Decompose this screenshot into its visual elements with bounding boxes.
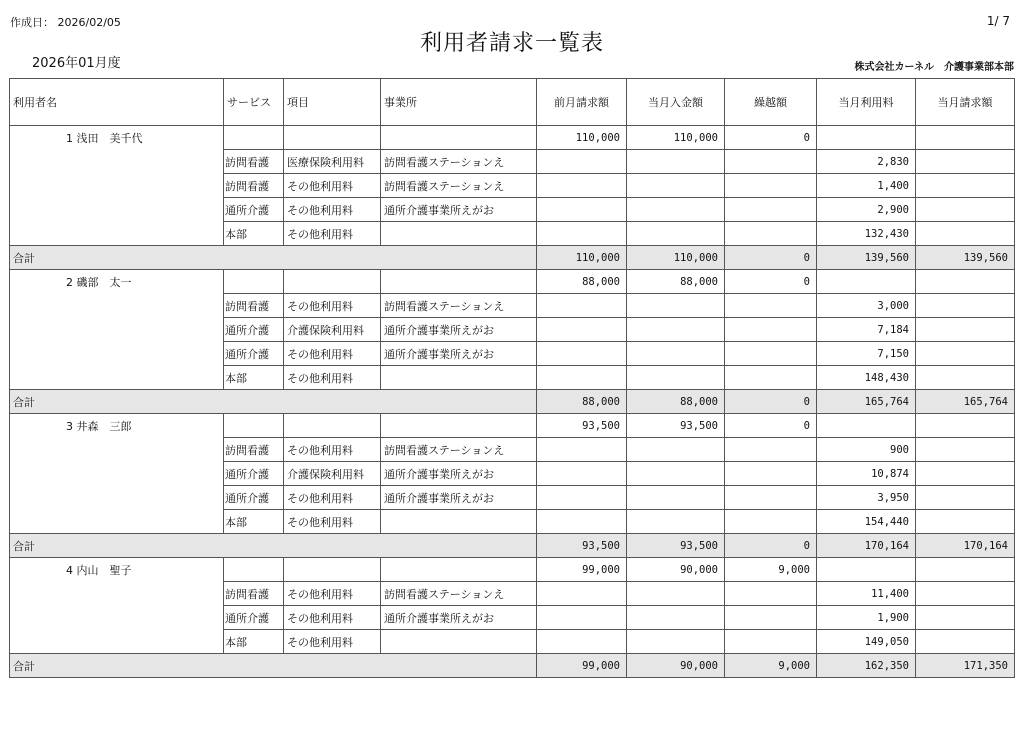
table-row bbox=[10, 438, 1015, 462]
current-bill-cell bbox=[916, 582, 1015, 606]
prev-bill-cell bbox=[537, 174, 627, 198]
usage-fee-cell bbox=[817, 558, 916, 582]
office-cell: 通所介護事業所えがお bbox=[381, 342, 537, 366]
service-cell: 本部 bbox=[224, 222, 284, 246]
subtotal-row bbox=[10, 390, 1015, 414]
item-cell: その他利用料 bbox=[284, 582, 381, 606]
paid-cell bbox=[627, 342, 725, 366]
carryover-cell bbox=[725, 630, 817, 654]
current-bill-cell bbox=[916, 606, 1015, 630]
carryover-cell bbox=[725, 606, 817, 630]
user-name-blank bbox=[10, 318, 224, 342]
paid-total: 110,000 bbox=[627, 246, 725, 270]
paid-cell bbox=[627, 486, 725, 510]
service-cell: 訪問看護 bbox=[224, 174, 284, 198]
current-bill-cell bbox=[916, 342, 1015, 366]
col-carryover: 繰越額 bbox=[725, 79, 817, 126]
office-cell bbox=[381, 270, 537, 294]
usage-fee-cell: 900 bbox=[817, 438, 916, 462]
user-name: 2 磯部 太一 bbox=[10, 270, 224, 294]
office-cell bbox=[381, 414, 537, 438]
current-bill-cell bbox=[916, 366, 1015, 390]
table-row bbox=[10, 318, 1015, 342]
paid-cell bbox=[627, 318, 725, 342]
carryover-cell: 0 bbox=[725, 270, 817, 294]
col-office: 事業所 bbox=[381, 79, 537, 126]
current-bill-cell bbox=[916, 126, 1015, 150]
table-row bbox=[10, 510, 1015, 534]
prev-bill-cell: 99,000 bbox=[537, 558, 627, 582]
prev-bill-cell bbox=[537, 486, 627, 510]
billing-month: 2026年01月度 bbox=[32, 56, 121, 71]
item-cell: その他利用料 bbox=[284, 198, 381, 222]
office-cell bbox=[381, 222, 537, 246]
current-bill-total: 139,560 bbox=[916, 246, 1015, 270]
service-cell: 通所介護 bbox=[224, 318, 284, 342]
prev-bill-cell bbox=[537, 342, 627, 366]
table-row bbox=[10, 630, 1015, 654]
table-row bbox=[10, 366, 1015, 390]
current-bill-cell bbox=[916, 222, 1015, 246]
carryover-cell bbox=[725, 342, 817, 366]
current-bill-cell bbox=[916, 438, 1015, 462]
prev-bill-cell: 93,500 bbox=[537, 414, 627, 438]
paid-total: 88,000 bbox=[627, 390, 725, 414]
carryover-cell bbox=[725, 198, 817, 222]
current-bill-cell bbox=[916, 294, 1015, 318]
prev-bill-cell bbox=[537, 606, 627, 630]
paid-cell bbox=[627, 198, 725, 222]
subtotal-label: 合計 bbox=[10, 654, 537, 678]
current-bill-cell bbox=[916, 150, 1015, 174]
item-cell bbox=[284, 126, 381, 150]
col-current-bill: 当月請求額 bbox=[916, 79, 1015, 126]
carryover-cell bbox=[725, 438, 817, 462]
usage-fee-total: 139,560 bbox=[817, 246, 916, 270]
table-row bbox=[10, 462, 1015, 486]
paid-total: 93,500 bbox=[627, 534, 725, 558]
report-title: 利用者請求一覧表 bbox=[419, 31, 604, 56]
prev-bill-total: 93,500 bbox=[537, 534, 627, 558]
office-cell: 通所介護事業所えがお bbox=[381, 318, 537, 342]
office-cell: 通所介護事業所えがお bbox=[381, 486, 537, 510]
usage-fee-total: 170,164 bbox=[817, 534, 916, 558]
usage-fee-cell: 1,900 bbox=[817, 606, 916, 630]
user-name: 4 内山 聖子 bbox=[10, 558, 224, 582]
user-name-blank bbox=[10, 342, 224, 366]
prev-bill-cell bbox=[537, 318, 627, 342]
usage-fee-cell: 2,830 bbox=[817, 150, 916, 174]
usage-fee-cell bbox=[817, 270, 916, 294]
usage-fee-cell: 149,050 bbox=[817, 630, 916, 654]
service-cell: 通所介護 bbox=[224, 606, 284, 630]
table-row bbox=[10, 582, 1015, 606]
user-header-row bbox=[10, 414, 1015, 438]
current-bill-total: 171,350 bbox=[916, 654, 1015, 678]
prev-bill-total: 110,000 bbox=[537, 246, 627, 270]
item-cell: その他利用料 bbox=[284, 294, 381, 318]
carryover-total: 9,000 bbox=[725, 654, 817, 678]
paid-total: 90,000 bbox=[627, 654, 725, 678]
current-bill-total: 170,164 bbox=[916, 534, 1015, 558]
current-bill-cell bbox=[916, 270, 1015, 294]
paid-cell bbox=[627, 150, 725, 174]
user-name-blank bbox=[10, 510, 224, 534]
carryover-cell bbox=[725, 462, 817, 486]
user-name-blank bbox=[10, 438, 224, 462]
carryover-cell bbox=[725, 150, 817, 174]
office-cell: 通所介護事業所えがお bbox=[381, 462, 537, 486]
service-cell bbox=[224, 414, 284, 438]
prev-bill-cell bbox=[537, 630, 627, 654]
user-name-blank bbox=[10, 174, 224, 198]
item-cell: 介護保険利用料 bbox=[284, 462, 381, 486]
carryover-cell bbox=[725, 510, 817, 534]
user-name-blank bbox=[10, 366, 224, 390]
item-cell: 介護保険利用料 bbox=[284, 318, 381, 342]
user-name-blank bbox=[10, 486, 224, 510]
service-cell: 通所介護 bbox=[224, 342, 284, 366]
service-cell: 通所介護 bbox=[224, 198, 284, 222]
current-bill-cell bbox=[916, 318, 1015, 342]
paid-cell bbox=[627, 462, 725, 486]
table-row bbox=[10, 198, 1015, 222]
carryover-cell bbox=[725, 318, 817, 342]
paid-cell: 110,000 bbox=[627, 126, 725, 150]
created-date: 作成日： 2026/02/05 bbox=[10, 16, 121, 29]
usage-fee-cell: 7,150 bbox=[817, 342, 916, 366]
paid-cell bbox=[627, 582, 725, 606]
item-cell: その他利用料 bbox=[284, 630, 381, 654]
service-cell: 本部 bbox=[224, 630, 284, 654]
service-cell: 訪問看護 bbox=[224, 438, 284, 462]
carryover-total: 0 bbox=[725, 534, 817, 558]
user-name: 1 浅田 美千代 bbox=[10, 126, 224, 150]
table-row bbox=[10, 486, 1015, 510]
user-name-blank bbox=[10, 198, 224, 222]
carryover-total: 0 bbox=[725, 390, 817, 414]
usage-fee-cell: 10,874 bbox=[817, 462, 916, 486]
table-row bbox=[10, 150, 1015, 174]
col-paid: 当月入金額 bbox=[627, 79, 725, 126]
carryover-cell bbox=[725, 174, 817, 198]
prev-bill-cell bbox=[537, 222, 627, 246]
service-cell bbox=[224, 126, 284, 150]
office-cell bbox=[381, 558, 537, 582]
office-cell: 訪問看護ステーションえ bbox=[381, 174, 537, 198]
paid-cell bbox=[627, 294, 725, 318]
office-cell bbox=[381, 510, 537, 534]
usage-fee-total: 165,764 bbox=[817, 390, 916, 414]
office-cell bbox=[381, 366, 537, 390]
current-bill-cell bbox=[916, 558, 1015, 582]
user-header-row bbox=[10, 558, 1015, 582]
item-cell bbox=[284, 270, 381, 294]
user-name-blank bbox=[10, 582, 224, 606]
item-cell: その他利用料 bbox=[284, 438, 381, 462]
paid-cell: 88,000 bbox=[627, 270, 725, 294]
paid-cell bbox=[627, 630, 725, 654]
usage-fee-cell bbox=[817, 414, 916, 438]
subtotal-label: 合計 bbox=[10, 246, 537, 270]
usage-fee-cell: 3,000 bbox=[817, 294, 916, 318]
current-bill-total: 165,764 bbox=[916, 390, 1015, 414]
user-name-blank bbox=[10, 606, 224, 630]
paid-cell: 93,500 bbox=[627, 414, 725, 438]
user-name-blank bbox=[10, 462, 224, 486]
service-cell: 訪問看護 bbox=[224, 582, 284, 606]
table-row bbox=[10, 174, 1015, 198]
service-cell bbox=[224, 558, 284, 582]
prev-bill-total: 88,000 bbox=[537, 390, 627, 414]
office-cell bbox=[381, 126, 537, 150]
subtotal-label: 合計 bbox=[10, 534, 537, 558]
table-row bbox=[10, 606, 1015, 630]
item-cell: その他利用料 bbox=[284, 174, 381, 198]
carryover-cell: 9,000 bbox=[725, 558, 817, 582]
service-cell: 通所介護 bbox=[224, 486, 284, 510]
item-cell: その他利用料 bbox=[284, 510, 381, 534]
user-header-row bbox=[10, 270, 1015, 294]
prev-bill-total: 99,000 bbox=[537, 654, 627, 678]
item-cell: その他利用料 bbox=[284, 222, 381, 246]
usage-fee-cell: 132,430 bbox=[817, 222, 916, 246]
prev-bill-cell bbox=[537, 438, 627, 462]
usage-fee-cell: 1,400 bbox=[817, 174, 916, 198]
user-name-blank bbox=[10, 222, 224, 246]
prev-bill-cell bbox=[537, 366, 627, 390]
carryover-cell bbox=[725, 294, 817, 318]
table-row bbox=[10, 222, 1015, 246]
paid-cell bbox=[627, 366, 725, 390]
subtotal-row bbox=[10, 654, 1015, 678]
user-name-blank bbox=[10, 294, 224, 318]
paid-cell bbox=[627, 222, 725, 246]
item-cell: その他利用料 bbox=[284, 606, 381, 630]
paid-cell bbox=[627, 606, 725, 630]
subtotal-label: 合計 bbox=[10, 390, 537, 414]
service-cell: 通所介護 bbox=[224, 462, 284, 486]
usage-fee-cell: 154,440 bbox=[817, 510, 916, 534]
item-cell bbox=[284, 414, 381, 438]
office-cell: 通所介護事業所えがお bbox=[381, 198, 537, 222]
usage-fee-cell: 2,900 bbox=[817, 198, 916, 222]
prev-bill-cell: 110,000 bbox=[537, 126, 627, 150]
user-header-row bbox=[10, 126, 1015, 150]
paid-cell: 90,000 bbox=[627, 558, 725, 582]
current-bill-cell bbox=[916, 510, 1015, 534]
office-cell bbox=[381, 630, 537, 654]
usage-fee-cell: 3,950 bbox=[817, 486, 916, 510]
prev-bill-cell bbox=[537, 582, 627, 606]
prev-bill-cell bbox=[537, 510, 627, 534]
company-name: 株式会社カーネル 介護事業部本部 bbox=[854, 62, 1014, 73]
service-cell bbox=[224, 270, 284, 294]
carryover-cell: 0 bbox=[725, 414, 817, 438]
office-cell: 訪問看護ステーションえ bbox=[381, 582, 537, 606]
table-row bbox=[10, 294, 1015, 318]
office-cell: 訪問看護ステーションえ bbox=[381, 150, 537, 174]
current-bill-cell bbox=[916, 414, 1015, 438]
item-cell: その他利用料 bbox=[284, 342, 381, 366]
usage-fee-cell: 7,184 bbox=[817, 318, 916, 342]
carryover-cell bbox=[725, 582, 817, 606]
office-cell: 通所介護事業所えがお bbox=[381, 606, 537, 630]
paid-cell bbox=[627, 438, 725, 462]
col-service: サービス bbox=[224, 79, 284, 126]
billing-table bbox=[9, 78, 1015, 678]
page-number: 1/ 7 bbox=[986, 14, 1010, 28]
user-name-blank bbox=[10, 150, 224, 174]
current-bill-cell bbox=[916, 486, 1015, 510]
office-cell: 訪問看護ステーションえ bbox=[381, 438, 537, 462]
paid-cell bbox=[627, 174, 725, 198]
item-cell bbox=[284, 558, 381, 582]
user-name-blank bbox=[10, 630, 224, 654]
user-name: 3 井森 三郎 bbox=[10, 414, 224, 438]
item-cell: 医療保険利用料 bbox=[284, 150, 381, 174]
item-cell: その他利用料 bbox=[284, 486, 381, 510]
current-bill-cell bbox=[916, 462, 1015, 486]
usage-fee-cell: 148,430 bbox=[817, 366, 916, 390]
service-cell: 訪問看護 bbox=[224, 150, 284, 174]
table-header-row bbox=[10, 79, 1015, 126]
office-cell: 訪問看護ステーションえ bbox=[381, 294, 537, 318]
prev-bill-cell bbox=[537, 198, 627, 222]
subtotal-row bbox=[10, 246, 1015, 270]
subtotal-row bbox=[10, 534, 1015, 558]
carryover-cell bbox=[725, 486, 817, 510]
prev-bill-cell bbox=[537, 462, 627, 486]
service-cell: 本部 bbox=[224, 510, 284, 534]
col-item: 項目 bbox=[284, 79, 381, 126]
current-bill-cell bbox=[916, 630, 1015, 654]
current-bill-cell bbox=[916, 174, 1015, 198]
service-cell: 訪問看護 bbox=[224, 294, 284, 318]
item-cell: その他利用料 bbox=[284, 366, 381, 390]
carryover-cell bbox=[725, 222, 817, 246]
service-cell: 本部 bbox=[224, 366, 284, 390]
prev-bill-cell bbox=[537, 294, 627, 318]
carryover-cell: 0 bbox=[725, 126, 817, 150]
carryover-cell bbox=[725, 366, 817, 390]
usage-fee-cell bbox=[817, 126, 916, 150]
usage-fee-cell: 11,400 bbox=[817, 582, 916, 606]
paid-cell bbox=[627, 510, 725, 534]
col-prev-bill: 前月請求額 bbox=[537, 79, 627, 126]
current-bill-cell bbox=[916, 198, 1015, 222]
col-usage-fee: 当月利用料 bbox=[817, 79, 916, 126]
prev-bill-cell bbox=[537, 150, 627, 174]
usage-fee-total: 162,350 bbox=[817, 654, 916, 678]
carryover-total: 0 bbox=[725, 246, 817, 270]
table-row bbox=[10, 342, 1015, 366]
prev-bill-cell: 88,000 bbox=[537, 270, 627, 294]
col-user-name: 利用者名 bbox=[10, 79, 224, 126]
